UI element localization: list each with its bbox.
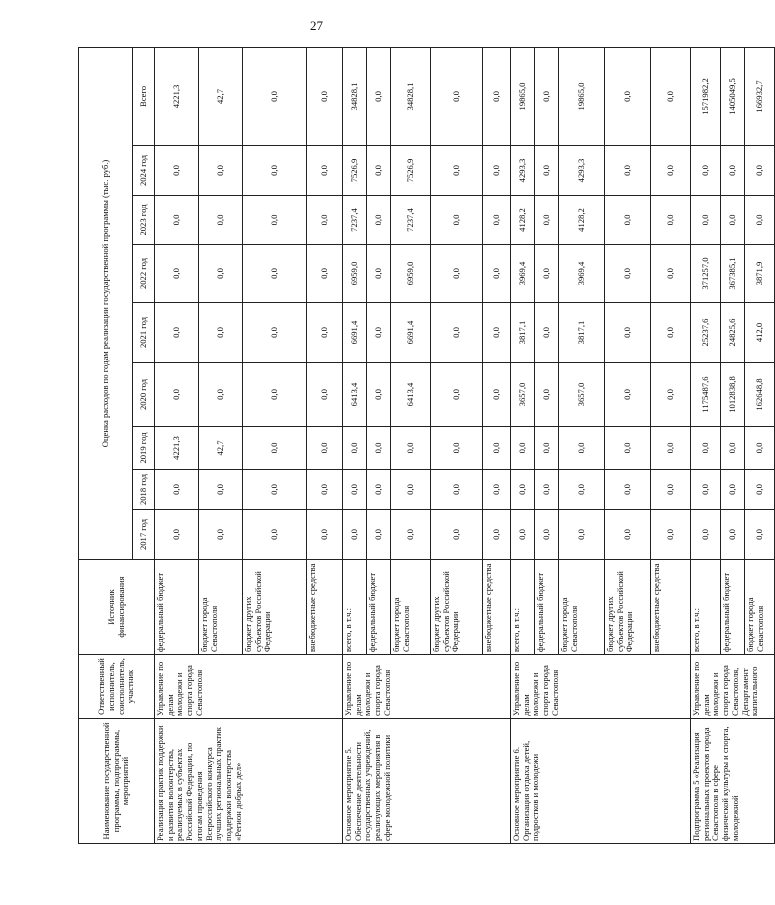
value-cell: 0,0 [605, 470, 651, 510]
header-program-name: Наименование государственной программы, подпрограммы, мероприятий [79, 719, 155, 844]
value-cell: 0,0 [307, 245, 343, 303]
table-row [343, 47, 367, 843]
value-cell: 0,0 [535, 363, 559, 427]
value-cell: 0,0 [535, 470, 559, 510]
value-cell: 412,0 [745, 303, 775, 363]
value-cell: 0,0 [307, 196, 343, 245]
program-name-cell: Подпрограмма 5 «Реализация региональных проектов города Севастополя в сфере физической культуры и спорта, молодежной [691, 719, 775, 844]
value-cell: 7526,9 [343, 146, 367, 196]
total-cell: 0,0 [483, 47, 511, 145]
source-cell: бюджет других субъектов Российской Федерации [243, 560, 307, 655]
source-cell: федеральный бюджет [155, 560, 199, 655]
program-name-cell: Реализация практик поддержки и развития волонтерства, реализуемых в субъектах Российской Федерации, по итогам проведения Всероссийского конкурса лучших региональных практик поддержки волонтерства «Регион добрых дел» [155, 719, 343, 844]
value-cell: 6691,4 [391, 303, 431, 363]
value-cell: 0,0 [535, 427, 559, 470]
value-cell: 0,0 [605, 427, 651, 470]
value-cell: 3657,0 [511, 363, 535, 427]
value-cell: 3969,4 [559, 245, 605, 303]
header-year: 2022 год [133, 245, 155, 303]
value-cell: 0,0 [343, 510, 367, 560]
header-year: 2020 год [133, 363, 155, 427]
value-cell: 0,0 [243, 146, 307, 196]
header-year: 2023 год [133, 196, 155, 245]
value-cell: 0,0 [367, 146, 391, 196]
value-cell: 0,0 [431, 196, 483, 245]
value-cell: 0,0 [483, 146, 511, 196]
value-cell: 0,0 [367, 303, 391, 363]
source-cell: бюджет других субъектов Российской Федерации [431, 560, 483, 655]
value-cell: 25237,6 [691, 303, 721, 363]
value-cell: 0,0 [483, 363, 511, 427]
total-cell: 4221,3 [155, 47, 199, 145]
value-cell: 0,0 [651, 196, 691, 245]
value-cell: 0,0 [199, 303, 243, 363]
value-cell: 0,0 [391, 427, 431, 470]
value-cell: 0,0 [605, 510, 651, 560]
source-cell: федеральный бюджет [535, 560, 559, 655]
value-cell: 0,0 [307, 510, 343, 560]
value-cell: 0,0 [651, 363, 691, 427]
source-cell: всего, в т.ч.: [511, 560, 535, 655]
value-cell: 7237,4 [391, 196, 431, 245]
value-cell: 0,0 [155, 303, 199, 363]
table-row [155, 47, 199, 843]
value-cell: 0,0 [155, 363, 199, 427]
header-row-1 [79, 47, 133, 843]
value-cell: 0,0 [691, 470, 721, 510]
value-cell: 6959,0 [391, 245, 431, 303]
value-cell: 0,0 [391, 510, 431, 560]
value-cell: 0,0 [243, 196, 307, 245]
value-cell: 0,0 [605, 303, 651, 363]
value-cell: 0,0 [745, 510, 775, 560]
value-cell: 0,0 [483, 470, 511, 510]
value-cell: 3871,9 [745, 245, 775, 303]
value-cell: 4293,3 [511, 146, 535, 196]
total-cell: 0,0 [307, 47, 343, 145]
value-cell: 7526,9 [391, 146, 431, 196]
header-year: 2024 год [133, 146, 155, 196]
value-cell: 0,0 [535, 146, 559, 196]
value-cell: 162648,8 [745, 363, 775, 427]
source-cell: бюджет города Севастополя [199, 560, 243, 655]
value-cell: 0,0 [651, 470, 691, 510]
value-cell: 0,0 [651, 303, 691, 363]
total-cell: 0,0 [243, 47, 307, 145]
value-cell: 0,0 [243, 245, 307, 303]
source-cell: внебюджетные средства [307, 560, 343, 655]
value-cell: 0,0 [431, 427, 483, 470]
value-cell: 0,0 [535, 245, 559, 303]
total-cell: 0,0 [605, 47, 651, 145]
value-cell: 0,0 [307, 146, 343, 196]
total-cell: 0,0 [651, 47, 691, 145]
value-cell: 371257,0 [691, 245, 721, 303]
executor-cell: Управление по делам молодежи и спорта города Севастополя [155, 655, 343, 719]
value-cell: 0,0 [307, 427, 343, 470]
value-cell: 0,0 [721, 510, 745, 560]
value-cell: 0,0 [431, 303, 483, 363]
value-cell: 6959,0 [343, 245, 367, 303]
value-cell: 4128,2 [511, 196, 535, 245]
header-total: Всего [133, 47, 155, 145]
value-cell: 0,0 [483, 245, 511, 303]
source-cell: всего, в т.ч.: [343, 560, 367, 655]
executor-cell: Управление по делам молодежи и спорта города Севастополя, Департамент капитального [691, 655, 775, 719]
value-cell: 0,0 [745, 427, 775, 470]
value-cell: 0,0 [691, 427, 721, 470]
value-cell: 0,0 [307, 470, 343, 510]
source-cell: всего, в т.ч.: [691, 560, 721, 655]
total-cell: 0,0 [535, 47, 559, 145]
value-cell: 0,0 [199, 245, 243, 303]
total-cell: 166932,7 [745, 47, 775, 145]
value-cell: 3657,0 [559, 363, 605, 427]
value-cell: 0,0 [721, 196, 745, 245]
value-cell: 0,0 [511, 470, 535, 510]
source-cell: бюджет города Севастополя [559, 560, 605, 655]
table-body [155, 47, 775, 843]
value-cell: 0,0 [559, 427, 605, 470]
value-cell: 0,0 [199, 510, 243, 560]
value-cell: 0,0 [243, 427, 307, 470]
value-cell: 0,0 [307, 303, 343, 363]
value-cell: 0,0 [483, 303, 511, 363]
value-cell: 0,0 [155, 470, 199, 510]
value-cell: 0,0 [155, 245, 199, 303]
rotated-table-container [78, 48, 765, 844]
source-cell: федеральный бюджет [367, 560, 391, 655]
value-cell: 1175487,6 [691, 363, 721, 427]
value-cell: 0,0 [745, 146, 775, 196]
value-cell: 0,0 [483, 510, 511, 560]
value-cell: 0,0 [745, 196, 775, 245]
value-cell: 4293,3 [559, 146, 605, 196]
value-cell: 367385,1 [721, 245, 745, 303]
value-cell: 0,0 [691, 196, 721, 245]
header-executor: Ответственный исполнитель, соисполнитель, участник [79, 655, 155, 719]
source-cell: бюджет города Севастополя [391, 560, 431, 655]
value-cell: 0,0 [651, 510, 691, 560]
value-cell: 0,0 [511, 427, 535, 470]
value-cell: 0,0 [199, 363, 243, 427]
source-cell: бюджет других субъектов Российской Федерации [605, 560, 651, 655]
value-cell: 1012838,8 [721, 363, 745, 427]
total-cell: 19865,0 [511, 47, 535, 145]
source-cell: внебюджетные средства [651, 560, 691, 655]
source-cell: федеральный бюджет [721, 560, 745, 655]
value-cell: 3817,1 [511, 303, 535, 363]
value-cell: 0,0 [511, 510, 535, 560]
source-cell: внебюджетные средства [483, 560, 511, 655]
value-cell: 0,0 [431, 470, 483, 510]
value-cell: 0,0 [535, 303, 559, 363]
value-cell: 0,0 [483, 427, 511, 470]
value-cell: 0,0 [367, 245, 391, 303]
value-cell: 7237,4 [343, 196, 367, 245]
value-cell: 6413,4 [343, 363, 367, 427]
value-cell: 6413,4 [391, 363, 431, 427]
value-cell: 0,0 [721, 146, 745, 196]
header-year: 2021 год [133, 303, 155, 363]
value-cell: 0,0 [651, 427, 691, 470]
value-cell: 6691,4 [343, 303, 367, 363]
value-cell: 0,0 [559, 470, 605, 510]
value-cell: 0,0 [431, 510, 483, 560]
value-cell: 0,0 [721, 470, 745, 510]
value-cell: 0,0 [367, 510, 391, 560]
header-year: 2019 год [133, 427, 155, 470]
value-cell: 0,0 [391, 470, 431, 510]
header-year: 2017 год [133, 510, 155, 560]
value-cell: 0,0 [367, 427, 391, 470]
total-cell: 0,0 [367, 47, 391, 145]
total-cell: 1405049,5 [721, 47, 745, 145]
total-cell: 0,0 [431, 47, 483, 145]
expenditure-table [78, 47, 775, 844]
value-cell: 0,0 [605, 146, 651, 196]
total-cell: 1571982,2 [691, 47, 721, 145]
value-cell: 0,0 [691, 510, 721, 560]
value-cell: 0,0 [243, 303, 307, 363]
value-cell: 0,0 [605, 363, 651, 427]
value-cell: 0,0 [199, 196, 243, 245]
value-cell: 0,0 [367, 196, 391, 245]
value-cell: 0,0 [367, 470, 391, 510]
value-cell: 0,0 [199, 146, 243, 196]
value-cell: 0,0 [243, 510, 307, 560]
value-cell: 0,0 [431, 245, 483, 303]
table-row [511, 47, 535, 843]
value-cell: 4128,2 [559, 196, 605, 245]
value-cell: 42,7 [199, 427, 243, 470]
total-cell: 19865,0 [559, 47, 605, 145]
value-cell: 0,0 [155, 196, 199, 245]
table-row [691, 47, 721, 843]
total-cell: 34828,1 [391, 47, 431, 145]
value-cell: 0,0 [431, 363, 483, 427]
total-cell: 34828,1 [343, 47, 367, 145]
total-cell: 42,7 [199, 47, 243, 145]
value-cell: 0,0 [155, 146, 199, 196]
value-cell: 0,0 [243, 363, 307, 427]
executor-cell: Управление по делам молодежи и спорта города Севастополя [511, 655, 691, 719]
value-cell: 0,0 [199, 470, 243, 510]
value-cell: 0,0 [431, 146, 483, 196]
value-cell: 0,0 [605, 245, 651, 303]
value-cell: 0,0 [343, 470, 367, 510]
value-cell: 0,0 [483, 196, 511, 245]
value-cell: 4221,3 [155, 427, 199, 470]
value-cell: 0,0 [605, 196, 651, 245]
value-cell: 0,0 [651, 146, 691, 196]
value-cell: 0,0 [535, 196, 559, 245]
program-name-cell: Основное мероприятие 6. Организация отдыха детей, подростков и молодежи [511, 719, 691, 844]
value-cell: 3817,1 [559, 303, 605, 363]
value-cell: 0,0 [155, 510, 199, 560]
value-cell: 0,0 [651, 245, 691, 303]
header-source: Источник финансирования [79, 560, 155, 655]
value-cell: 0,0 [535, 510, 559, 560]
value-cell: 0,0 [343, 427, 367, 470]
header-estimate: Оценка расходов по годам реализации государственной программы (тыс. руб.) [79, 47, 133, 559]
value-cell: 0,0 [307, 363, 343, 427]
value-cell: 0,0 [691, 146, 721, 196]
program-name-cell: Основное мероприятие 5. Обеспечение деятельности государственных учреждений, реализующих мероприятия в сфере молодежной политики [343, 719, 511, 844]
value-cell: 0,0 [243, 470, 307, 510]
executor-cell: Управление по делам молодежи и спорта города Севастополя [343, 655, 511, 719]
value-cell: 0,0 [745, 470, 775, 510]
value-cell: 0,0 [721, 427, 745, 470]
value-cell: 0,0 [367, 363, 391, 427]
header-year: 2018 год [133, 470, 155, 510]
value-cell: 24825,6 [721, 303, 745, 363]
value-cell: 0,0 [559, 510, 605, 560]
source-cell: бюджет города Севастополя [745, 560, 775, 655]
value-cell: 3969,4 [511, 245, 535, 303]
page-number: 27 [310, 18, 323, 33]
